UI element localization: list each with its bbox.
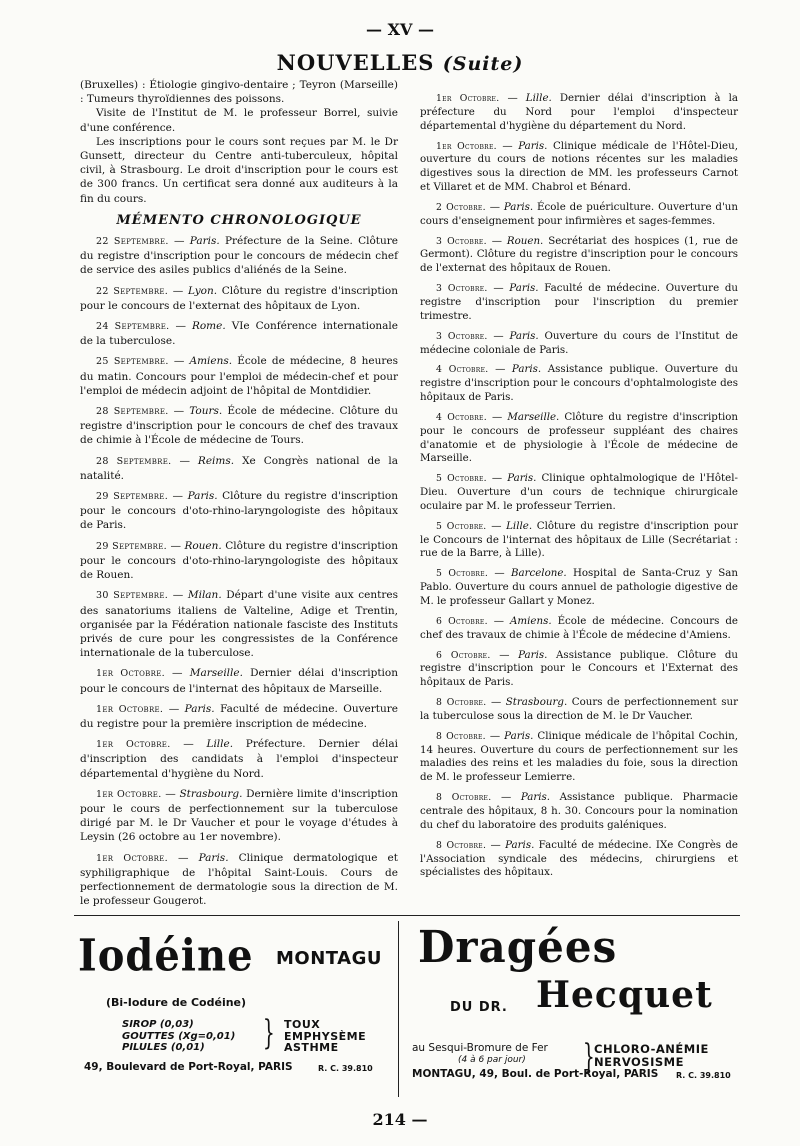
dragees-brand: Dragées <box>418 921 618 973</box>
entry-city: Strasbourg. <box>179 787 243 800</box>
iodeine-form: PILULES (0,01) <box>122 1042 205 1053</box>
memento-entry: 3 Octobre. — Paris. Faculté de médecine. Ouverture du registre d'inscription pour l'inscription du premier trimestre. <box>420 282 739 322</box>
entry-city: Lyon. <box>187 284 218 297</box>
memento-entry: 28 Septembre. — Tours. École de médecine. Clôture du registre d'inscription pour le concours de chef des travaux de chimie à l'École de médecine de Tours. <box>80 405 399 447</box>
entry-text: École de puériculture. Ouverture d'un cours d'enseignement pour infirmières et sages-femmes. <box>420 200 738 227</box>
entry-date: 25 Septembre. <box>96 356 169 368</box>
brace-icon: } <box>262 1013 275 1053</box>
entry-text: Clôture du registre d'inscription pour le concours d'oto-rhino-laryngologiste des hôpitaux de Rouen. <box>80 539 398 582</box>
entry-text: Préfecture de la Seine. Clôture du registre d'inscription pour le concours de médecin chef de service des asiles publics d'aliénés de la Seine. <box>80 235 399 277</box>
memento-entry: 1er Octobre. — Lille. Dernier délai d'inscription à la préfecture du Nord pour l'emploi d'inspecteur départemental d'hygiène du département du Nord. <box>420 92 738 132</box>
dragees-dose: (4 à 6 par jour) <box>458 1055 526 1065</box>
memento-entry: 4 Octobre. — Paris. Assistance publique. Ouverture du registre d'inscription pour le concours d'ophtalmologiste des hôpitaux de Paris. <box>420 363 738 404</box>
memento-entry: 3 Octobre. — Paris. Ouverture du cours de l'Institut de médecine coloniale de Paris. <box>420 329 738 356</box>
entry-date: 1er Octobre. <box>96 668 165 680</box>
entry-text: Faculté de médecine. Ouverture du registre pour la première inscription de médecine. <box>80 702 399 730</box>
memento-entry: 28 Septembre. — Reims. Xe Congrès national de la natalité. <box>80 454 398 482</box>
entry-city: Paris. <box>505 838 535 851</box>
entry-city: Lille. <box>506 519 533 532</box>
iodeine-indication: EMPHYSÈME <box>284 1029 367 1043</box>
memento-entry: 1er Octobre. — Paris. Faculté de médecine. Ouverture du registre pour la première inscription de médecine. <box>80 702 399 730</box>
memento-entry: 30 Septembre. — Milan. Départ d'une visite aux centres des sanatoriums italiens de Valteline, Adige et Trentin, organisée par la Fédération nationale fasciste des Instituts privés de cure pour les congressistes de la Conférence internationale de la tuberculose. <box>80 589 398 660</box>
entry-city: Paris. <box>187 490 218 503</box>
iodeine-indication: TOUX <box>284 1018 321 1031</box>
entry-city: Marseille. <box>507 410 560 423</box>
entry-city: Paris. <box>504 729 534 742</box>
title-main: NOUVELLES <box>276 50 435 75</box>
entry-city: Paris. <box>520 791 551 804</box>
entry-city: Paris. <box>198 851 229 864</box>
iodeine-indication: ASTHME <box>284 1041 339 1054</box>
entry-text: Secrétariat des hospices (1, rue de Germont). Clôture du registre d'inscription pour le concours de l'externat des hôpitaux de Rouen. <box>420 234 738 275</box>
ad-divider <box>398 921 399 1097</box>
memento-entry: 8 Octobre. — Strasbourg. Cours de perfectionnement sur la tuberculose sous la direction de M. le Dr Vaucher. <box>420 696 738 722</box>
entry-date: 5 Octobre. <box>436 473 487 485</box>
iodeine-rc: R. C. 39.810 <box>318 1064 373 1073</box>
entry-text: Clinique médicale de l'hôpital Cochin, 14 heures. Ouverture du cours de perfectionnement sur les maladies des reins et les maladies du foie, sous la direction de M. le professeur Lemierre. <box>420 729 739 784</box>
entry-text: Assistance publique. Ouverture du registre d'inscription pour le concours d'ophtalmologiste des hôpitaux de Paris. <box>420 363 738 404</box>
entry-text: École de médecine. Concours de chef des travaux de chimie à l'École de médecine d'Amiens. <box>420 614 738 641</box>
entry-text: Clôture du registre d'inscription pour le concours de l'externat des hôpitaux de Lyon. <box>80 284 399 312</box>
entry-date: 22 Septembre. <box>96 236 169 248</box>
title-suffix: (Suite) <box>442 53 524 75</box>
left-entries-list <box>80 234 398 908</box>
memento-entry: 8 Octobre. — Paris. Clinique médicale de l'hôpital Cochin, 14 heures. Ouverture du cours de perfectionnement sur les maladies des reins et les maladies du foie, sous la direction de M. le professeur Lemierre. <box>420 729 739 784</box>
memento-entry: 1er Octobre. — Strasbourg. Dernière limite d'inscription pour le cours de perfectionnement sur la tuberculose dirigé par M. le Dr Vaucher et pour le voyage d'études à Leysin (26 octobre au 1er novembre). <box>80 787 398 844</box>
entry-city: Reims. <box>197 454 235 467</box>
entry-text: Départ d'une visite aux centres des sanatoriums italiens de Valteline, Adige et Trentin, organisée par la Fédération nationale fasciste des Instituts privés de cure pour les congressistes de la Conférence internationale de la tuberculose. <box>80 589 398 660</box>
entry-text: Cours de perfectionnement sur la tuberculose sous la direction de M. le Dr Vaucher. <box>420 696 738 722</box>
entry-date: 8 Octobre. <box>436 697 487 709</box>
entry-text: Clinique dermatologique et syphiligraphique de l'hôpital Saint-Louis. Cours de perfectionnement de dermatologie sous la direction de M. le professeur Gougerot. <box>80 851 398 908</box>
entry-city: Paris. <box>189 235 220 248</box>
entry-text: VIe Conférence internationale de la tuberculose. <box>80 320 398 348</box>
memento-entry: 6 Octobre. — Paris. Assistance publique. Clôture du registre d'inscription pour le Concours et l'Externat des hôpitaux de Paris. <box>420 648 738 689</box>
entry-date: 6 Octobre. <box>436 649 491 661</box>
entry-city: Strasbourg. <box>505 696 568 709</box>
memento-heading: MÉMENTO CHRONOLOGIQUE <box>116 212 362 228</box>
entry-city: Rouen. <box>506 234 544 247</box>
entry-city: Paris. <box>184 702 215 715</box>
right-column <box>420 86 738 880</box>
entry-city: Rouen. <box>184 539 222 552</box>
iodeine-form: GOUTTES (Xg=0,01) <box>122 1030 236 1042</box>
memento-entry: 25 Septembre. — Amiens. École de médecine, 8 heures du matin. Concours pour l'emploi de médecin-chef et pour l'emploi de médecin adjoint de l'hôpital de Montdidier. <box>80 355 398 397</box>
entry-date: 22 Septembre. <box>96 285 169 297</box>
entry-city: Lille. <box>206 738 234 751</box>
entry-city: Marseille. <box>189 667 243 680</box>
entry-text: Dernier délai d'inscription pour le concours de l'internat des hôpitaux de Marseille. <box>80 667 398 695</box>
entry-text: Faculté de médecine. IXe Congrès de l'Association syndicale des médecins, chirurgiens et spécialistes des hôpitaux. <box>420 838 738 879</box>
intro-paragraph: (Bruxelles) : Étiologie gingivo-dentaire ; Teyron (Marseille) : Tumeurs thyroïdiennes des poissons. <box>80 79 398 106</box>
entry-date: 5 Octobre. <box>436 520 487 532</box>
iodeine-address: 49, Boulevard de Port-Royal, PARIS <box>84 1061 293 1073</box>
memento-entry: 5 Octobre. — Lille. Clôture du registre d'inscription pour le Concours de l'internat des hôpitaux de Lille (Secrétariat : rue de la Barre, à Lille). <box>420 519 738 560</box>
advertisements <box>74 915 740 1104</box>
entry-date: 3 Octobre. <box>436 330 488 342</box>
page-title <box>0 50 800 75</box>
entry-text: Faculté de médecine. Ouverture du registre d'inscription pour l'inscription du premier trimestre. <box>420 282 739 322</box>
memento-entry: 1er Octobre. — Paris. Clinique médicale de l'Hôtel-Dieu, ouverture du cours de notions récentes sur les maladies digestives sous la direction de MM. les professeurs Carnot et Villaret et de MM. Chabrol et Bénard. <box>420 139 738 194</box>
right-entries-list <box>420 92 738 880</box>
entry-text: Assistance publique. Pharmacie centrale des hôpitaux, 8 h. 30. Concours pour la nomination du chef du laboratoire des produits galéniques. <box>420 791 738 831</box>
entry-text: Dernier délai d'inscription à la préfecture du Nord pour l'emploi d'inspecteur départemental d'hygiène du département du Nord. <box>420 92 738 132</box>
entry-date: 1er Octobre. <box>96 703 164 715</box>
intro-paragraph: Les inscriptions pour le cours sont reçues par M. le Dr Gunsett, directeur du Centre anti-tuberculeux, hôpital civil, à Strasbourg. Le droit d'inscription pour le cours est de 300 francs. Un certificat sera donné aux auditeurs à la fin du cours. <box>80 135 398 205</box>
memento-entry: 6 Octobre. — Amiens. École de médecine. Concours de chef des travaux de chimie à l'École de médecine d'Amiens. <box>420 614 738 641</box>
dragees-indications <box>594 1043 709 1069</box>
entry-date: 3 Octobre. <box>436 283 488 295</box>
entry-city: Lille. <box>525 92 552 104</box>
entry-city: Amiens. <box>189 355 233 368</box>
memento-entry: 22 Septembre. — Paris. Préfecture de la Seine. Clôture du registre d'inscription pour le concours de médecin chef de service des asiles publics d'aliénés de la Seine. <box>80 235 399 277</box>
entry-text: École de médecine, 8 heures du matin. Concours pour l'emploi de médecin-chef et pour l'emploi de médecin adjoint de l'hôpital de Montdidier. <box>80 355 398 397</box>
brace-icon: } <box>582 1037 595 1077</box>
entry-text: Xe Congrès national de la natalité. <box>80 454 398 482</box>
entry-date: 4 Octobre. <box>436 364 489 376</box>
memento-entry: 1er Octobre. — Lille. Préfecture. Dernier délai d'inscription des candidats à l'emploi d'inspecteur départemental d'hygiène du Nord. <box>80 738 398 780</box>
iodeine-indications <box>284 1019 366 1054</box>
entry-text: École de médecine. Clôture du registre d'inscription pour le concours de chef des travaux de chimie à l'École de médecine de Tours. <box>80 405 399 447</box>
entry-city: Barcelone. <box>510 567 567 580</box>
entry-date: 1er Octobre. <box>96 852 168 864</box>
dragees-du-dr: DU DR. <box>450 1000 508 1015</box>
entry-date: 8 Octobre. <box>436 730 486 742</box>
entry-date: 1er Octobre. <box>96 739 171 751</box>
entry-date: 8 Octobre. <box>436 792 492 804</box>
iodeine-maker: MONTAGU <box>276 948 382 969</box>
entry-city: Paris. <box>518 648 548 661</box>
entry-date: 1er Octobre. <box>436 93 500 104</box>
entry-date: 24 Septembre. <box>96 321 170 333</box>
left-column <box>80 78 398 908</box>
entry-city: Paris. <box>503 200 534 213</box>
memento-entry: 29 Septembre. — Paris. Clôture du registre d'inscription pour le concours d'oto-rhino-laryngologiste des hôpitaux de Paris. <box>80 490 399 532</box>
dragees-description: au Sesqui-Bromure de Fer <box>412 1042 548 1054</box>
memento-entry: 8 Octobre. — Paris. Faculté de médecine. IXe Congrès de l'Association syndicale des médecins, chirurgiens et spécialistes des hôpitaux. <box>420 838 738 879</box>
entry-city: Paris. <box>511 363 542 376</box>
memento-entry: 22 Septembre. — Lyon. Clôture du registre d'inscription pour le concours de l'externat des hôpitaux de Lyon. <box>80 284 399 312</box>
memento-entry: 2 Octobre. — Paris. École de puériculture. Ouverture d'un cours d'enseignement pour infirmières et sages-femmes. <box>420 200 738 227</box>
entry-date: 1er Octobre. <box>436 140 497 152</box>
ad-dragees-hecquet <box>410 916 740 1104</box>
entry-text: Hospital de Santa-Cruz y San Pablo. Ouverture du cours annuel de pathologie digestive de M. le professeur Gallart y Monez. <box>420 567 738 607</box>
entry-text: Clinique ophtalmologique de l'Hôtel-Dieu. Ouverture d'un cours de technique chirurgicale oculaire par M. le professeur Terrien. <box>420 472 738 512</box>
entry-city: Paris. <box>509 329 539 342</box>
entry-date: 29 Septembre. <box>96 540 167 552</box>
entry-city: Amiens. <box>510 614 552 627</box>
dragees-rc: R. C. 39.810 <box>676 1071 731 1080</box>
entry-date: 6 Octobre. <box>436 615 488 627</box>
iodeine-form: SIROP (0,03) <box>122 1019 194 1030</box>
entry-date: 3 Octobre. <box>436 235 487 247</box>
iodeine-brand: Iodéine <box>78 930 254 982</box>
entry-date: 1er Octobre. <box>96 788 162 800</box>
entry-text: Clôture du registre d'inscription pour le concours d'oto-rhino-laryngologiste des hôpitaux de Paris. <box>80 490 399 532</box>
dragees-address: MONTAGU, 49, Boul. de Port-Royal, PARIS <box>412 1068 659 1080</box>
memento-entry: 4 Octobre. — Marseille. Clôture du registre d'inscription pour le concours de professeur suppléant des chaires d'anatomie et de physiologie à l'École de médecine de Marseille. <box>420 410 739 465</box>
entry-date: 8 Octobre. <box>436 839 487 851</box>
page-number: 214 — <box>372 1110 428 1129</box>
memento-entry: 29 Septembre. — Rouen. Clôture du registre d'inscription pour le concours d'oto-rhino-laryngologiste des hôpitaux de Rouen. <box>80 539 398 582</box>
entry-text: Ouverture du cours de l'Institut de médecine coloniale de Paris. <box>420 329 738 356</box>
memento-entry: 3 Octobre. — Rouen. Secrétariat des hospices (1, rue de Germont). Clôture du registre d'inscription pour le concours de l'externat des hôpitaux de Rouen. <box>420 234 738 275</box>
dragees-name: Hecquet <box>536 974 713 1016</box>
entry-date: 28 Septembre. <box>96 406 169 418</box>
entry-text: Assistance publique. Clôture du registre d'inscription pour le Concours et l'Externat des hôpitaux de Paris. <box>420 648 738 689</box>
dragees-indication: NERVOSISME <box>594 1055 684 1069</box>
iodeine-subtitle: (Bi-Iodure de Codéine) <box>106 996 247 1009</box>
entry-text: Préfecture. Dernier délai d'inscription des candidats à l'emploi d'inspecteur départemental d'hygiène du Nord. <box>80 738 398 780</box>
entry-text: Clinique médicale de l'Hôtel-Dieu, ouverture du cours de notions récentes sur les maladies digestives sous la direction de MM. les professeurs Carnot et Villaret et de MM. Chabrol et Bénard. <box>420 139 738 194</box>
entry-text: Clôture du registre d'inscription pour le concours de professeur suppléant des chaires d'anatomie et de physiologie à l'École de médecine de Marseille. <box>420 410 739 465</box>
dragees-indication: CHLORO-ANÉMIE <box>594 1042 709 1056</box>
memento-entry: 8 Octobre. — Paris. Assistance publique. Pharmacie centrale des hôpitaux, 8 h. 30. Concours pour la nomination du chef du laboratoire des produits galéniques. <box>420 791 738 831</box>
iodeine-forms <box>122 1019 235 1054</box>
entry-city: Paris. <box>507 472 537 485</box>
entry-date: 30 Septembre. <box>96 590 169 602</box>
memento-entry: 5 Octobre. — Barcelone. Hospital de Santa-Cruz y San Pablo. Ouverture du cours annuel de pathologie digestive de M. le professeur Gallart y Monez. <box>420 567 738 607</box>
memento-entry: 1er Octobre. — Marseille. Dernier délai d'inscription pour le concours de l'internat des hôpitaux de Marseille. <box>80 667 398 695</box>
intro-paragraph: Visite de l'Institut de M. le professeur Borrel, suivie d'une conférence. <box>80 107 398 134</box>
memento-entry: 5 Octobre. — Paris. Clinique ophtalmologique de l'Hôtel-Dieu. Ouverture d'un cours de technique chirurgicale oculaire par M. le professeur Terrien. <box>420 472 738 512</box>
entry-text: Dernière limite d'inscription pour le cours de perfectionnement sur la tuberculose dirigé par M. le Dr Vaucher et pour le voyage d'études à Leysin (26 octobre au 1er novembre). <box>80 787 398 844</box>
ad-iodeine <box>74 916 394 1104</box>
entry-city: Paris. <box>509 282 539 295</box>
entry-city: Paris. <box>518 139 548 152</box>
page-roman-number: — XV — <box>366 20 434 39</box>
memento-entry: 24 Septembre. — Rome. VIe Conférence internationale de la tuberculose. <box>80 320 398 348</box>
entry-date: 29 Septembre. <box>96 491 169 503</box>
memento-entry: 1er Octobre. — Paris. Clinique dermatologique et syphiligraphique de l'hôpital Saint-Louis. Cours de perfectionnement de dermatologie sous la direction de M. le professeur Gougerot. <box>80 851 398 908</box>
entry-date: 28 Septembre. <box>96 455 172 467</box>
entry-date: 2 Octobre. <box>436 201 486 213</box>
entry-date: 4 Octobre. <box>436 411 487 423</box>
entry-city: Milan. <box>187 589 222 602</box>
entry-date: 5 Octobre. <box>436 568 489 580</box>
entry-city: Tours. <box>189 405 223 418</box>
entry-text: Clôture du registre d'inscription pour le Concours de l'internat des hôpitaux de Lille (Secrétariat : rue de la Barre, à Lille). <box>420 519 738 560</box>
entry-city: Rome. <box>191 320 226 333</box>
